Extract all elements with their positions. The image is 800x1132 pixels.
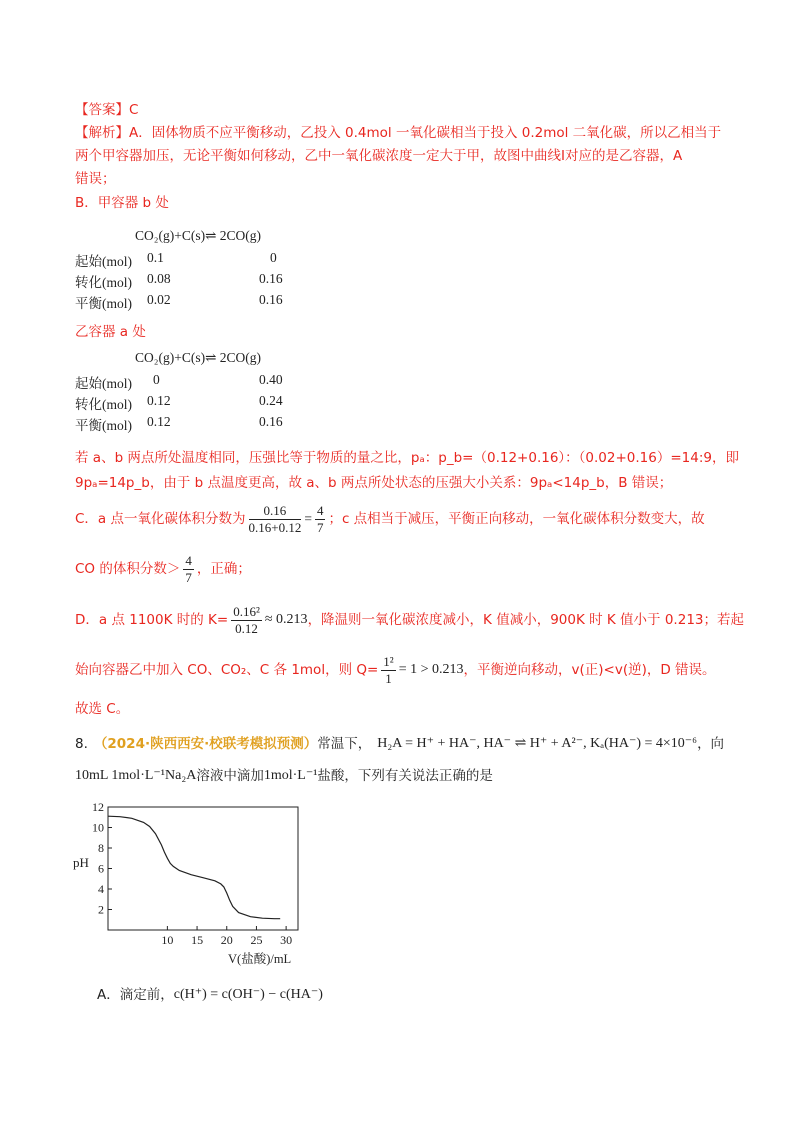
table1-row-change: 转化(mol) 0.08 0.16 (75, 271, 283, 290)
option-a (97, 986, 323, 1004)
question-tail: ，向 (697, 736, 725, 752)
y-tick-label: 8 (98, 841, 104, 855)
question-8-line-2: 10mL 1mol·L⁻¹Na₂A 溶液中滴加 1mol·L⁻¹ 盐酸，下列有关说法正确的是 (75, 768, 493, 784)
d2-fraction: $\frac{\text{1²}}{1}$ (383, 653, 394, 686)
c2-fraction: $\frac{4}{7}$ (185, 552, 192, 585)
plot-frame (108, 807, 298, 930)
pressure-line-1: 若 a、b 两点所处温度相同，压强比等于物质的量之比，pₐ：p_b=（0.12+0.16）：（0.02+0.16）=14:9，即 (75, 450, 739, 466)
analysis-line-1 (75, 124, 721, 142)
table1-row-equilibrium: 平衡(mol) 0.02 0.16 (75, 292, 283, 311)
ph-curve (108, 816, 280, 919)
x-tick-label: 20 (220, 933, 233, 947)
y-axis-label: pH (73, 855, 89, 870)
question-solution: 10mL 1mol·L⁻¹Na₂A (75, 768, 197, 783)
option-c-line: C．a 点一氧化碳体积分数为 $\frac{0.16}{0.16+0.12}$ = $\frac{4}{7}$ ；c 点相当于减压，平衡正向移动，一氧化碳体积分数变大，故 (75, 502, 705, 535)
y-tick-label: 4 (98, 882, 104, 896)
option-a-expression: c(H⁺) = c(OH⁻) − c(HA⁻) (173, 987, 323, 1002)
analysis-label: 【解析】 (75, 125, 129, 141)
answer-label: 【答案】 (75, 102, 129, 118)
x-tick-label: 25 (250, 933, 263, 947)
table2-row-start: 起始(mol) 0 0.40 (75, 372, 283, 391)
answer-line (75, 101, 138, 119)
option-b-heading: B．甲容器 b 处 (75, 195, 169, 211)
option-a-heading: 乙容器 a 处 (75, 324, 146, 340)
question-number: 8. (75, 736, 88, 752)
pressure-line-2: 9pₐ=14p_b，由于 b 点温度更高，故 a、b 两点所处状态的压强大小关系：9pₐ<14p_b，B 错误； (75, 475, 673, 491)
c-result-fraction: $\frac{4}{7}$ (316, 502, 324, 535)
option-d-line-2: 始向容器乙中加入 CO、CO₂、C 各 1mol，则 Q= $\frac{\text{1²}}{1}$ = 1 > 0.213 ，平衡逆向移动，v(正)<v(逆)，D 错误。 (75, 653, 716, 686)
y-tick-label: 2 (98, 902, 104, 917)
analysis-text-1: A．固体物质不应平衡移动，乙投入 0.4mol 一氧化碳相当于投入 0.2mol 二氧化碳，所以乙相当于 (129, 125, 722, 141)
table1-equation: CO₂(g)+C(s)⇌ 2CO(g) (135, 228, 261, 243)
c-fraction: $\frac{0.16}{0.16+0.12}$ (248, 502, 302, 535)
titration-chart (68, 795, 308, 975)
table2-row-equilibrium: 平衡(mol) 0.12 0.16 (75, 414, 283, 433)
y-tick-label: 10 (92, 820, 104, 835)
x-tick-label: 15 (191, 933, 204, 947)
option-a-label: A．滴定前， (97, 987, 174, 1003)
question-equation: H₂A = H⁺ + HA⁻, HA⁻ ⇌ H⁺ + A²⁻, Kₐ(HA⁻) = 4×10⁻⁶ (377, 736, 698, 751)
answer-value: C (129, 102, 139, 118)
conclusion: 故选 C。 (75, 701, 130, 717)
y-tick-label: 6 (98, 861, 104, 876)
x-axis-label: V(盐酸)/mL (228, 952, 292, 966)
analysis-line-3: 错误； (75, 171, 116, 187)
x-tick-label: 30 (280, 933, 293, 947)
x-tick-label: 10 (161, 933, 174, 947)
question-intro: 常温下， (317, 736, 372, 752)
option-c-line-2: CO 的体积分数＞ $\frac{4}{7}$ ，正确； (75, 552, 251, 585)
y-tick-label: 12 (92, 800, 104, 814)
analysis-line-2: 两个甲容器加压，无论平衡如何移动，乙中一氧化碳浓度一定大于甲，故图中曲线Ⅰ对应的是乙容器，A (75, 148, 683, 164)
d-fraction: $\frac{\text{0.16²}}{0.12}$ (233, 603, 260, 636)
table2-row-change: 转化(mol) 0.12 0.24 (75, 393, 283, 412)
equilibrium-table-2 (75, 350, 375, 433)
table2-equation: CO₂(g)+C(s)⇌ 2CO(g) (135, 350, 261, 365)
table1-row-start: 起始(mol) 0.1 0 (75, 250, 277, 269)
question-source: （2024·陕西西安·校联考模拟预测） (93, 736, 318, 752)
question-8-line-1 (75, 735, 724, 753)
option-d-line: D．a 点 1100K 时的 K= $\frac{\text{0.16²}}{0.12}$ ≈ 0.213 ，降温则一氧化碳浓度减小，K 值减小，900K 时 K 值小于 0.213；若起 (75, 603, 744, 636)
equilibrium-table-1 (75, 228, 375, 311)
